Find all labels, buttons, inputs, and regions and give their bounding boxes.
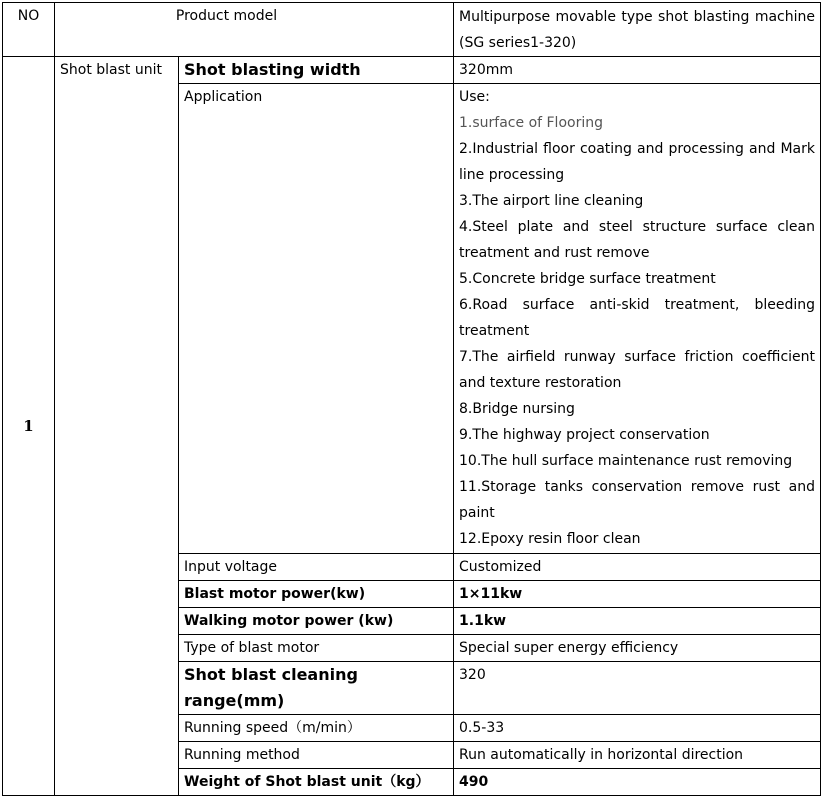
spec-value-walking-motor-power: 1.1kw — [454, 608, 821, 635]
spec-value-blast-motor-power: 1×11kw — [454, 581, 821, 608]
header-row — [3, 3, 821, 57]
spec-value-cleaning-range: 320 — [454, 662, 821, 715]
spec-label-width: Shot blasting width — [179, 57, 454, 84]
header-no: NO — [3, 3, 55, 57]
spec-value-width: 320mm — [454, 57, 821, 84]
application-item: 10.The hull surface maintenance rust removing — [459, 453, 793, 469]
application-item: 8.Bridge nursing — [459, 401, 575, 417]
row-number: 1 — [3, 57, 55, 796]
application-item: 6.Road surface anti-skid treatment, bleeding treatment — [459, 297, 816, 339]
spec-label-walking-motor-power: Walking motor power (kw) — [179, 608, 454, 635]
spec-label-running-speed: Running speed（m/min） — [179, 715, 454, 742]
application-item: Use: — [459, 89, 490, 105]
spec-value-running-speed: 0.5-33 — [454, 715, 821, 742]
application-item: 5.Concrete bridge surface treatment — [459, 271, 716, 287]
spec-label-weight: Weight of Shot blast unit（kg） — [179, 769, 454, 796]
application-item: 12.Epoxy resin floor clean — [459, 531, 641, 547]
spec-value-weight: 490 — [454, 769, 821, 796]
spec-label-blast-motor-power: Blast motor power(kw) — [179, 581, 454, 608]
spec-label-motor-type: Type of blast motor — [179, 635, 454, 662]
spec-value-motor-type: Special super energy efficiency — [454, 635, 821, 662]
application-item: 4.Steel plate and steel structure surface clean treatment and rust remove — [459, 219, 816, 261]
application-item: 1.surface of Flooring — [459, 115, 603, 131]
application-item: 11.Storage tanks conservation remove rust and paint — [459, 479, 816, 521]
header-product-model-value: Multipurpose movable type shot blasting machine (SG series1-320) — [454, 3, 821, 57]
unit-label: Shot blast unit — [55, 57, 179, 796]
spec-label-running-method: Running method — [179, 742, 454, 769]
spec-row-width — [3, 57, 821, 84]
application-list — [454, 84, 821, 554]
application-item: 3.The airport line cleaning — [459, 193, 644, 209]
application-item: 9.The highway project conservation — [459, 427, 710, 443]
application-item: 7.The airfield runway surface friction coefficient and texture restoration — [459, 349, 816, 391]
header-product-model-label: Product model — [55, 3, 454, 57]
spec-label-voltage: Input voltage — [179, 554, 454, 581]
spec-value-running-method: Run automatically in horizontal direction — [454, 742, 821, 769]
spec-label-cleaning-range: Shot blast cleaning range(mm) — [179, 662, 454, 715]
spec-value-voltage: Customized — [454, 554, 821, 581]
spec-table — [2, 2, 821, 796]
application-item: 2.Industrial floor coating and processing and Mark line processing — [459, 141, 816, 183]
spec-label-application: Application — [179, 84, 454, 554]
